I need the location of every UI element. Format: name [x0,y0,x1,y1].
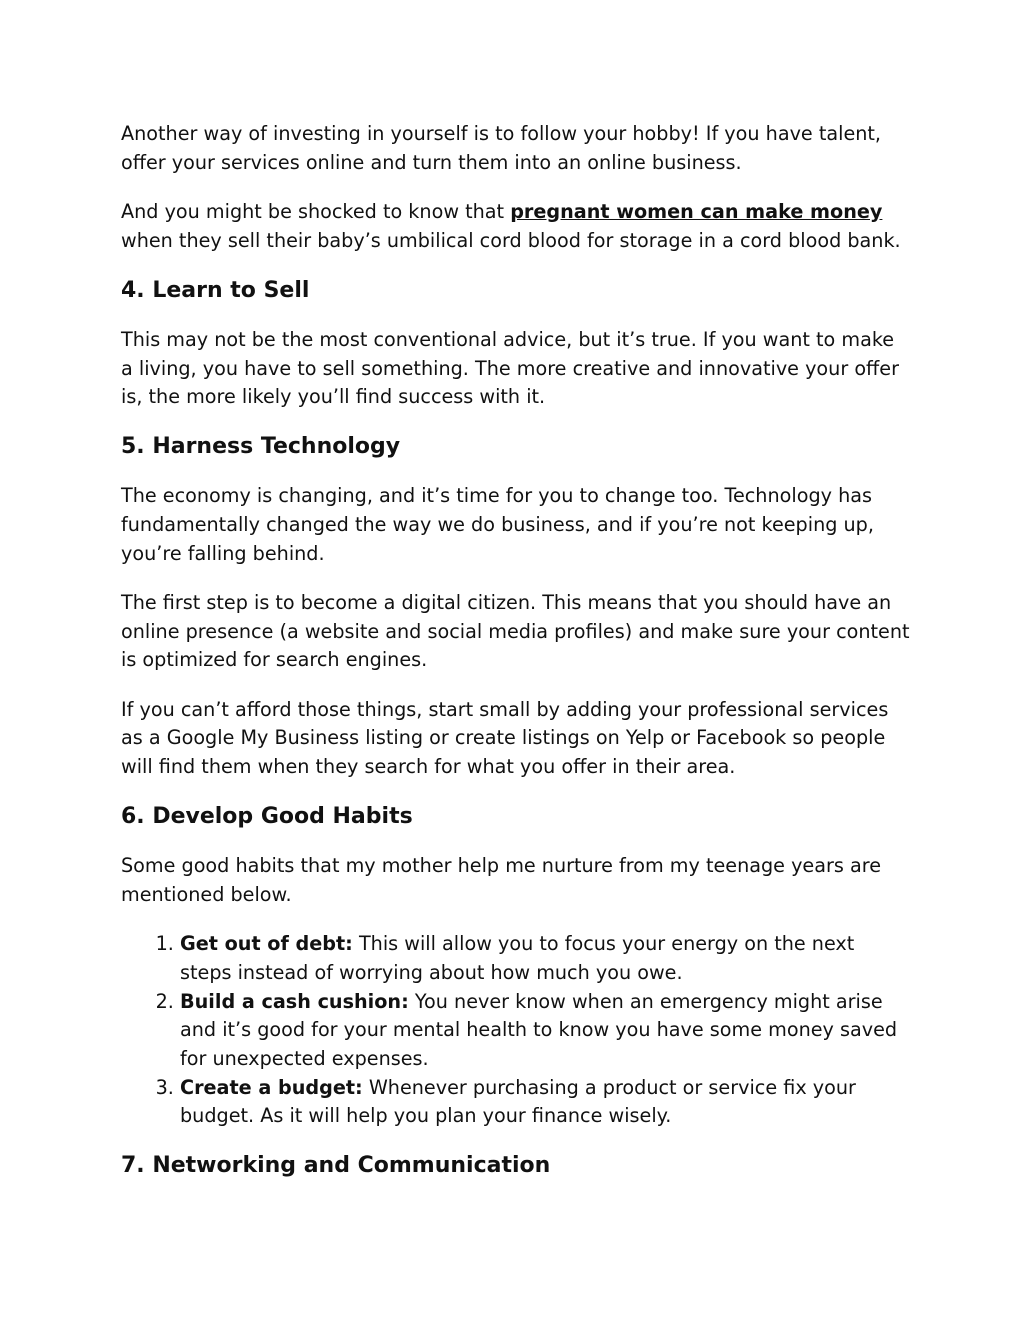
intro-paragraph: Another way of investing in yourself is to follow your hobby! If you have talent, offer your services online and turn them into an online business. [121,122,882,174]
section-heading-learn-to-sell: 4. Learn to Sell [121,277,310,303]
list-item [180,988,911,1074]
list-item-lead: Get out of debt: [180,932,353,956]
list-item-lead: Build a cash cushion: [180,989,409,1013]
habits-list [121,930,911,1131]
habits-intro-paragraph: Some good habits that my mother help me nurture from my teenage years are mentioned below. [121,854,882,906]
section-heading-harness-technology: 5. Harness Technology [121,434,401,460]
list-item-text: Whenever purchasing a product or service fix your budget. As it will help you plan your finance wisely. [180,1075,856,1128]
cord-blood-paragraph [121,198,911,255]
learn-to-sell-paragraph: This may not be the most conventional advice, but it’s true. If you want to make a living, you have to sell something. The more creative and innovative your offer is, the more likely you’ll find success with it. [121,327,899,409]
list-item-text: This will allow you to focus your energy on the next steps instead of worrying about how much you owe. [180,932,855,984]
section-heading-networking: 7. Networking and Communication [121,1153,551,1179]
technology-paragraph-3: If you can’t afford those things, start small by adding your professional services as a Google My Business listing or create listings on Yelp or Facebook so people will find them when they search for what you offer in their area. [121,697,889,779]
technology-paragraph-2: The first step is to become a digital citizen. This means that you should have an online presence (a website and social media profiles) and make sure your content is optimized for search engines. [121,591,910,672]
list-item [180,930,911,987]
document-page [121,120,911,1201]
list-item-text: You never know when an emergency might arise and it’s good for your mental health to know you have some money saved for unexpected expenses. [180,989,898,1070]
technology-paragraph-1: The economy is changing, and it’s time for you to change too. Technology has fundamentally changed the way we do business, and if you’re not keeping up, you’re falling behind. [121,484,874,565]
list-item-lead: Create a budget: [180,1075,363,1099]
cord-blood-text-after: when they sell their baby’s umbilical cord blood for storage in a cord blood bank. [121,228,901,252]
section-heading-good-habits: 6. Develop Good Habits [121,804,413,830]
cord-blood-text-before: And you might be shocked to know that [121,199,511,223]
pregnant-women-money-link[interactable]: pregnant women can make money [510,199,883,223]
list-item [180,1074,911,1131]
